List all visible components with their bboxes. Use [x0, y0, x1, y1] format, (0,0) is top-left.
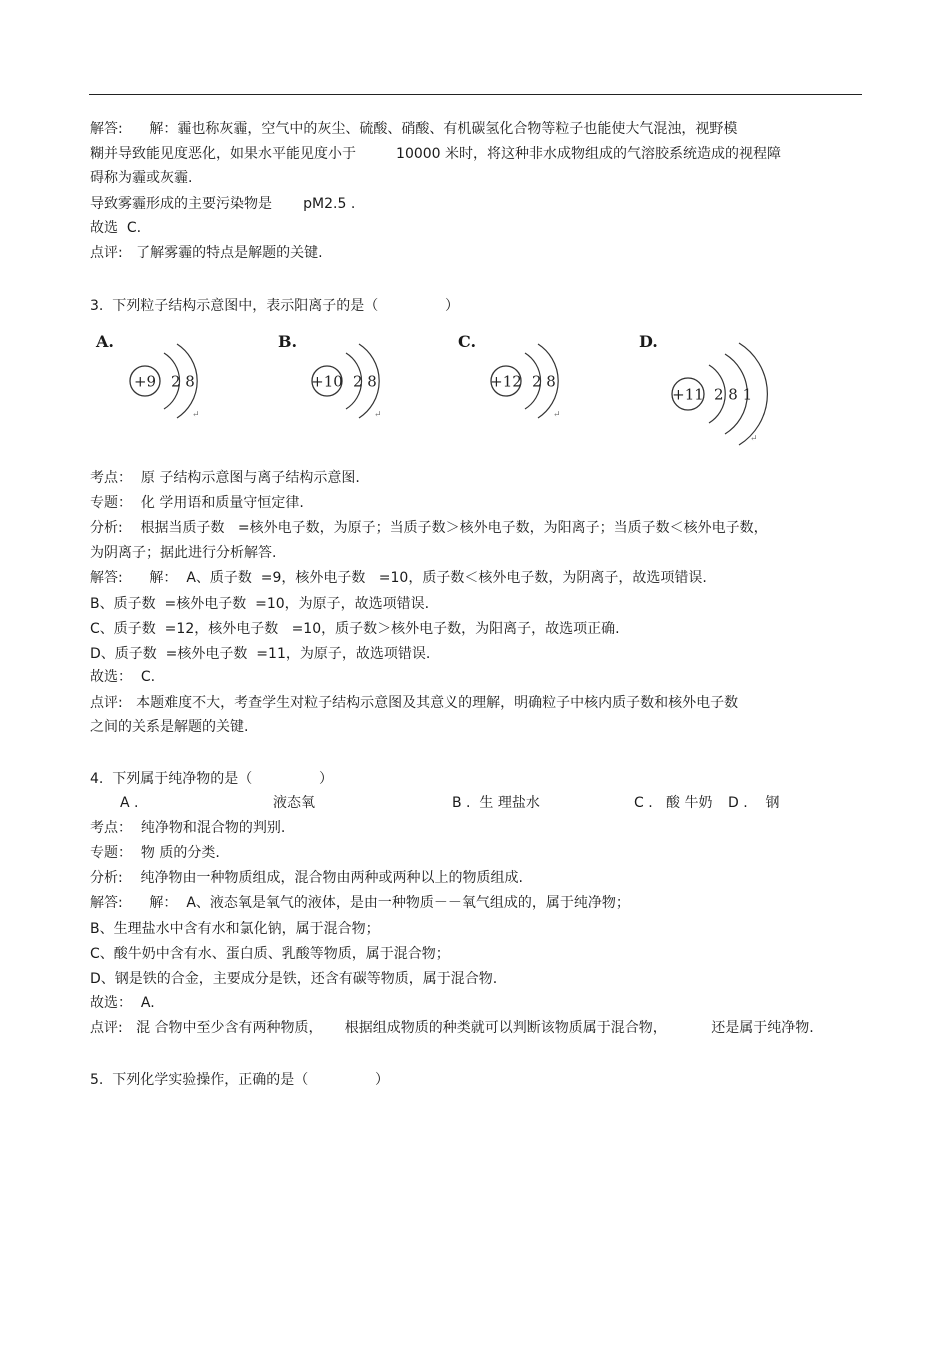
electron-shells: 2 8: [532, 372, 556, 391]
q5-stem: 5. 下列化学实验操作，正确的是（ ）: [90, 1072, 390, 1088]
q4-option-a-label: A .: [120, 795, 139, 811]
q3-analysis-line-1: 分析: 根据当质子数 =核外电子数，为原子；当质子数＞核外电子数，为阳离子；当质子数＜核外电子数，: [90, 520, 768, 536]
q4-zhuanti: 专题： 物 质的分类.: [90, 845, 220, 861]
paragraph-mark: ↵: [192, 410, 200, 420]
q2-choice: 故选 C.: [90, 220, 142, 236]
q3-option-d-label: D.: [639, 332, 658, 351]
q3-comment-line-1: 点评: 本题难度不大，考查学生对粒子结构示意图及其意义的理解，明确粒子中核内质子数和核外电子数: [90, 695, 739, 711]
q4-kaodian: 考点： 纯净物和混合物的判别.: [90, 820, 286, 836]
q2-comment: 点评: 了解雾霾的特点是解题的关键.: [90, 245, 323, 261]
q3-answer-line-3: C、质子数 =12，核外电子数 =10，质子数＞核外电子数，为阳离子，故选项正确.: [90, 621, 620, 637]
q3-option-c-diagram: [481, 340, 581, 425]
q3-option-d-diagram: [663, 340, 773, 450]
q4-option-c: C . 酸 牛奶: [634, 795, 713, 811]
nucleus-charge: +9: [133, 372, 157, 391]
q4-comment: 点评: 混 合物中至少含有两种物质， 根据组成物质的种类就可以判断该物质属于混合物， 还是属于纯净物.: [90, 1020, 814, 1036]
q4-answer-line-4: D、钢是铁的合金，主要成分是铁，还含有碳等物质，属于混合物.: [90, 971, 498, 987]
q3-answer-line-4: D、质子数 =核外电子数 =11，为原子，故选项错误.: [90, 646, 431, 662]
q3-comment-line-2: 之间的关系是解题的关键.: [90, 719, 249, 735]
q4-option-d: D . 钢: [728, 795, 780, 811]
q4-answer-line-1: 解答: 解： A、液态氧是氧气的液体，是由一种物质－－氧气组成的，属于纯净物；: [90, 895, 630, 911]
electron-shells: 2 8: [171, 372, 195, 391]
q2-answer-line-1: 解答: 解：霾也称灰霾，空气中的灰尘、硫酸、硝酸、有机碳氢化合物等粒子也能使大气混浊，视野模: [90, 121, 738, 137]
q4-answer-line-2: B、生理盐水中含有水和氯化钠，属于混合物；: [90, 921, 380, 937]
q4-choice: 故选： A.: [90, 995, 155, 1011]
nucleus-charge: +10: [311, 372, 343, 391]
q3-option-c-label: C.: [458, 332, 477, 351]
q4-answer-line-3: C、酸牛奶中含有水、蛋白质、乳酸等物质，属于混合物；: [90, 946, 450, 962]
paragraph-mark: ↵: [750, 434, 758, 444]
q3-choice: 故选： C.: [90, 669, 156, 685]
q3-kaodian: 考点： 原 子结构示意图与离子结构示意图.: [90, 470, 360, 486]
q4-option-b: B . 生 理盐水: [452, 795, 540, 811]
header-rule: [89, 94, 862, 95]
q3-stem: 3. 下列粒子结构示意图中，表示阳离子的是（ ）: [90, 298, 460, 314]
q4-stem: 4. 下列属于纯净物的是（ ）: [90, 771, 334, 787]
q3-analysis-line-2: 为阴离子；据此进行分析解答.: [90, 545, 277, 561]
nucleus-charge: +11: [672, 385, 704, 404]
q2-answer-line-2: 糊并导致能见度恶化，如果水平能见度小于 10000 米时，将这种非水成物组成的气溶胶系统造成的视程障: [90, 146, 782, 162]
electron-shells: 2 8 1: [714, 385, 753, 404]
q3-option-b-label: B.: [278, 332, 298, 351]
q3-zhuanti: 专题： 化 学用语和质量守恒定律.: [90, 495, 304, 511]
q3-option-b-diagram: [302, 340, 402, 425]
paragraph-mark: ↵: [553, 410, 561, 420]
nucleus-charge: +12: [490, 372, 522, 391]
q4-option-a-text: 液态氧: [273, 795, 315, 811]
paragraph-mark: ↵: [374, 410, 382, 420]
q3-option-a-label: A.: [96, 332, 114, 351]
q3-option-a-diagram: [120, 340, 220, 425]
q3-answer-line-1: 解答: 解： A、质子数 =9，核外电子数 =10，质子数＜核外电子数，为阴离子，故选项错误.: [90, 570, 707, 586]
q2-answer-line-3: 碍称为霾或灰霾.: [90, 170, 193, 186]
q3-answer-line-2: B、质子数 =核外电子数 =10，为原子，故选项错误.: [90, 596, 430, 612]
q4-analysis: 分析: 纯净物由一种物质组成，混合物由两种或两种以上的物质组成.: [90, 870, 523, 886]
electron-shells: 2 8: [353, 372, 377, 391]
q2-answer-line-4: 导致雾霾形成的主要污染物是 pM2.5 .: [90, 196, 356, 212]
